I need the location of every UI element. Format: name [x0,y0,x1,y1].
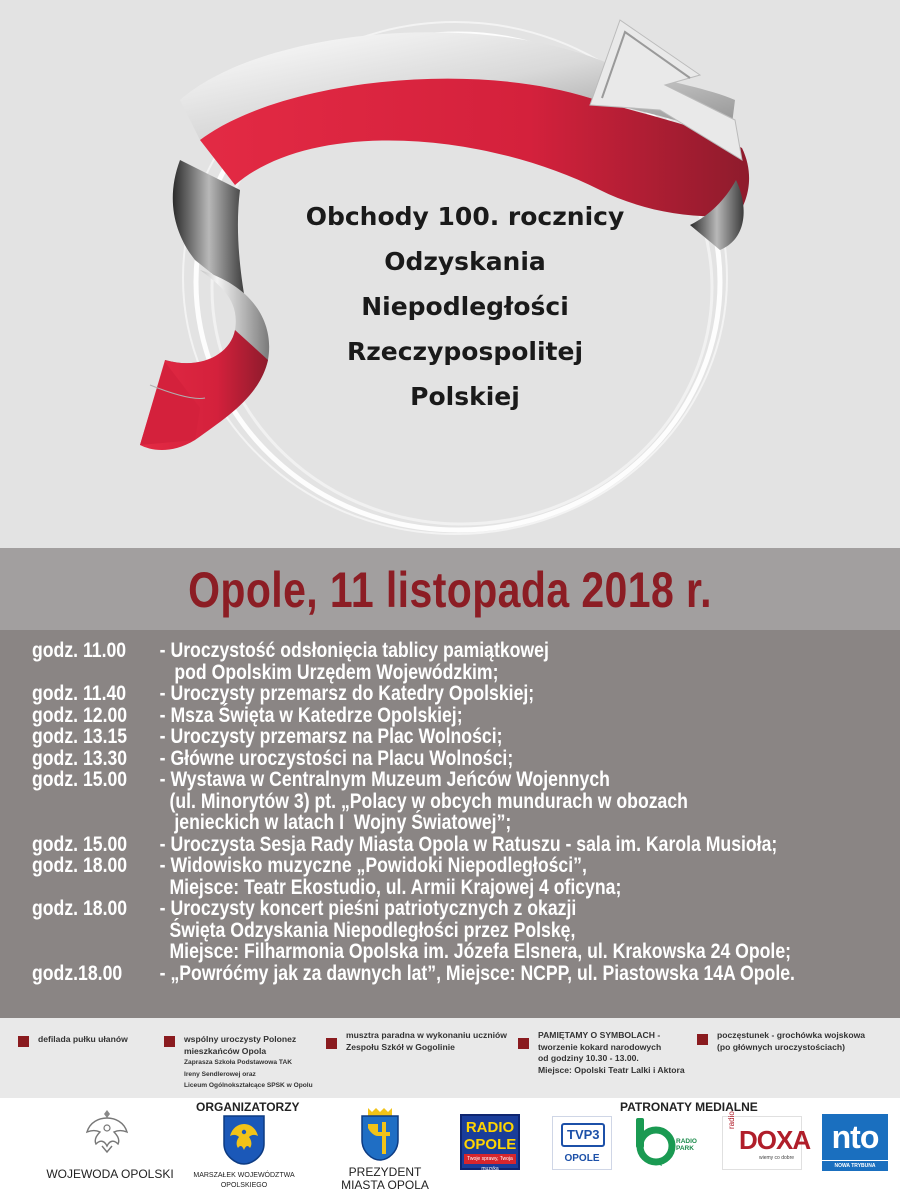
note-line: Zespołu Szkół w Gogolinie [346,1041,455,1052]
radio-park-label [676,1138,697,1152]
schedule-row [32,640,788,662]
schedule-text: Miejsce: Teatr Ekostudio, ul. Armii Krajowej 4 oficyna; [159,875,622,899]
schedule-row [32,769,788,791]
note-line: (po głównych uroczystościach) [717,1041,845,1052]
doxa-text: DOXA [739,1125,811,1155]
schedule-row [32,683,788,705]
red-square-bullet [18,1036,29,1047]
schedule-text: - Główne uroczystości na Placu Wolności; [159,746,514,770]
radio-opole-line: OPOLE [463,1136,517,1153]
radio-opole-tagline: Twoje sprawy, Twoja muzyka [464,1154,516,1164]
schedule-time: godz. 18.00 [32,897,128,920]
red-square-bullet [518,1038,529,1049]
schedule-row [32,812,788,834]
note-line: PAMIĘTAMY O SYMBOLACH - [538,1030,661,1040]
radio-opole-line: RADIO [465,1119,515,1136]
note-line: poczęstunek - grochówka wojskowa [717,1030,866,1040]
hero-title [200,194,730,419]
schedule-text: - Msza Święta w Katedrze Opolskiej; [159,703,463,727]
schedule-row [32,791,788,813]
schedule-row [32,726,788,748]
note-line: mieszkańców Opola [184,1045,267,1056]
schedule-text: jenieckich w latach I Wojny Światowej”; [159,811,512,834]
hero-title-line: Niepodległości [361,292,569,321]
schedule-time: godz. 11.40 [32,682,127,705]
schedule-text: Miejsce: Filharmonia Opolska im. Józefa Elsnera, ul. Krakowska 24 Opole; [159,940,792,963]
schedule-time: godz. 13.15 [32,725,128,748]
tvp3-badge [561,1123,605,1147]
schedule-time [32,791,160,813]
opolskie-coat-of-arms-icon [222,1114,266,1166]
radio-opole-logo [460,1114,520,1170]
schedule-row [32,898,788,920]
schedule-time: godz. 15.00 [32,832,128,856]
schedule-text: (ul. Minorytów 3) pt. „Polacy w obcych mundurach w obozach [159,789,688,813]
patrons-label: PATRONATY MEDIALNE [620,1100,758,1114]
schedule-time: godz. 15.00 [32,768,128,791]
prezydent-line: MIASTA OPOLA [341,1178,429,1192]
marszalek-line: MARSZAŁEK WOJEWÓDZTWA [193,1172,295,1179]
hero-section [0,0,900,548]
note-small-line: Zaprasza Szkoła Podstawowa TAK [184,1059,292,1066]
schedule-time: godz.18.00 [32,961,123,985]
note-symbols [538,1030,685,1076]
schedule-text: pod Opolskim Urzędem Wojewódzkim; [159,660,499,684]
schedule-row [32,877,788,899]
schedule-time [32,941,160,963]
schedule-time: godz. 11.00 [32,639,127,662]
note-line: defilada pułku ułanów [38,1034,128,1044]
schedule-row [32,920,788,942]
note-small-line: Ireny Sendlerowej oraz [184,1070,256,1078]
schedule-row [32,748,788,770]
note-drill [346,1030,507,1053]
opole-city-coat-of-arms-icon [358,1106,402,1162]
note-line: od godziny 10.30 - 13.00. [538,1053,639,1063]
radio-park-line: RADIO [676,1138,697,1145]
schedule-row [32,855,788,877]
marszalek-line: OPOLSKIEGO [220,1182,268,1189]
doxa-radio-word: radio [727,1111,736,1129]
red-square-bullet [326,1038,337,1049]
schedule-time [32,920,160,942]
schedule-time [32,877,160,899]
schedule-time: godz. 18.00 [32,854,128,877]
wojewoda-label: WOJEWODA OPOLSKI [46,1167,174,1181]
schedule-text: Święta Odzyskania Niepodległości przez Polskę, [159,918,576,942]
polish-eagle-icon [84,1106,130,1154]
schedule-text: - Wystawa w Centralnym Muzeum Jeńców Wojennych [159,768,610,791]
hero-title-line: Rzeczypospolitej [346,337,584,366]
radio-park-line: PARK [676,1145,694,1152]
note-line: tworzenie kokard narodowych [538,1041,662,1052]
schedule-row [32,662,788,684]
hero-title-line: Odzyskania [384,247,546,276]
schedule-time [32,662,160,684]
schedule-time: godz. 12.00 [32,703,128,727]
tvp3-city: OPOLE [564,1153,600,1164]
schedule-text: - Uroczystość odsłonięcia tablicy pamiątkowej [159,639,549,662]
event-date: Opole, 11 listopada 2018 r. [188,562,712,618]
tvp3-text: TVP3 [567,1127,600,1142]
radio-doxa-logo [722,1111,811,1170]
note-line: musztra paradna w wykonaniu uczniów [346,1030,507,1040]
doxa-tagline: wiemy co dobre [759,1155,795,1161]
tvp3-opole-logo [552,1116,612,1170]
schedule-row [32,834,788,856]
red-square-bullet [164,1036,175,1047]
prezydent-label [330,1166,440,1192]
schedule-text: - „Powróćmy jak za dawnych lat”, Miejsce: NCPP, ul. Piastowska 14A Opole. [159,961,795,985]
note-line: wspólny uroczysty Polonez [184,1034,297,1044]
schedule-text: - Uroczysty przemarsz do Katedry Opolskiej; [159,682,535,705]
note-cavalry-parade [38,1034,128,1046]
organizers-label: ORGANIZATORZY [196,1100,300,1114]
schedule-row [32,705,788,727]
note-polonaise [184,1034,313,1092]
hero-title-line: Obchody 100. rocznicy [305,202,625,231]
prezydent-line: PREZYDENT [348,1165,422,1179]
nto-subtitle: NOWA TRYBUNA OPOLSKA [822,1161,888,1171]
note-small-line: Liceum Ogólnokształcące SPSK w Opolu [184,1082,313,1089]
schedule-time: godz. 13.30 [32,746,128,770]
schedule-row [32,961,795,985]
schedule-text: - Widowisko muzyczne „Powidoki Niepodległości”, [159,854,587,877]
nto-text: nto [822,1114,888,1160]
schedule-time [32,812,160,834]
red-square-bullet [697,1034,708,1045]
schedule-list [32,640,900,984]
hero-title-line: Polskiej [410,382,520,411]
note-line: Miejsce: Opolski Teatr Lalki i Aktora [538,1064,685,1075]
schedule-text: - Uroczysty koncert pieśni patriotycznych z okazji [159,897,577,920]
marszalek-label [186,1171,302,1191]
note-refreshments [717,1030,865,1053]
radio-park-icon [634,1116,678,1168]
schedule-text: - Uroczysty przemarsz na Plac Wolności; [159,725,503,748]
schedule-text: - Uroczysta Sesja Rady Miasta Opola w Ratuszu - sala im. Karola Musioła; [159,832,778,856]
schedule-row [32,940,792,963]
nto-logo [822,1114,888,1179]
